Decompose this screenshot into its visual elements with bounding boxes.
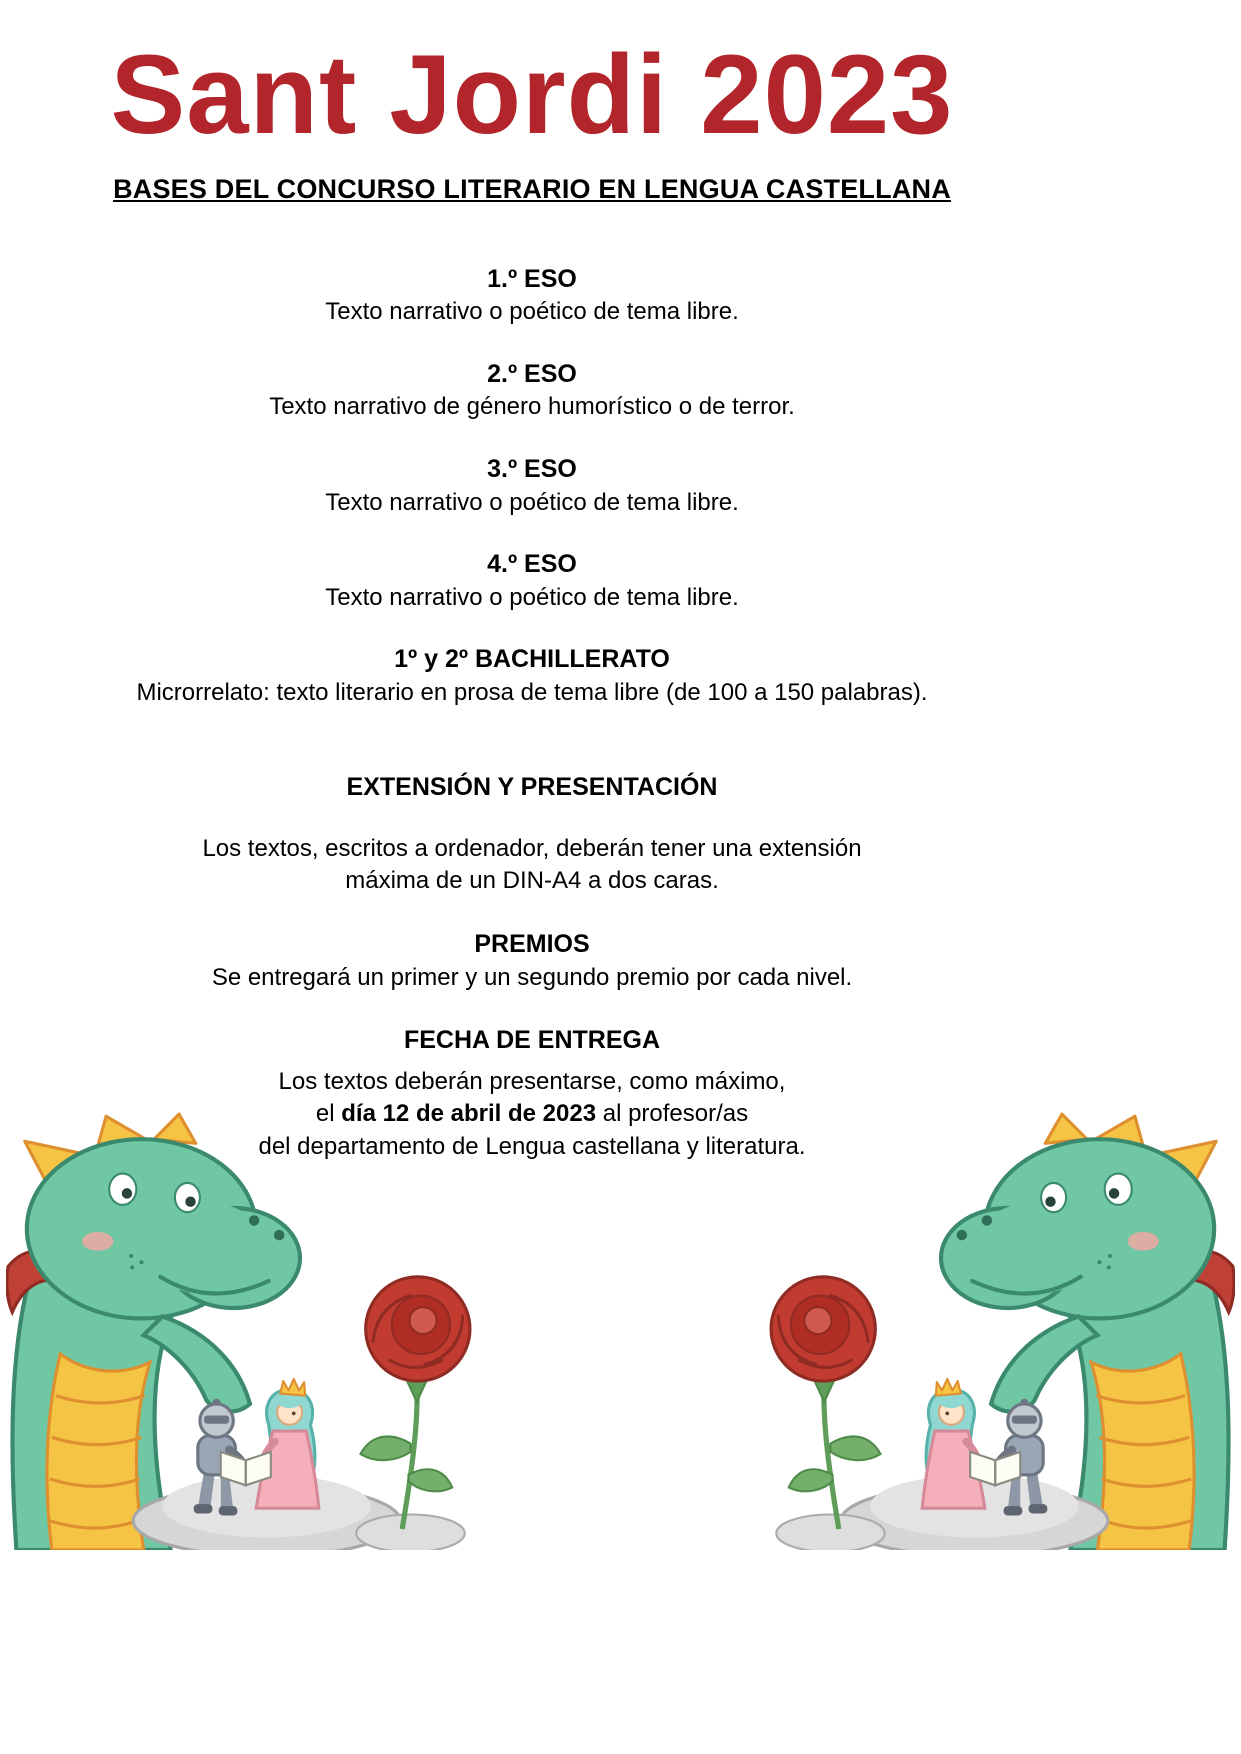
page-subtitle: BASES DEL CONCURSO LITERARIO EN LENGUA CASTELLANA: [113, 173, 951, 204]
level-section-3-eso: [0, 453, 1064, 519]
level-heading: 2.º ESO: [487, 359, 577, 388]
contest-levels: [0, 263, 1064, 710]
section-extension: [0, 771, 1064, 898]
deadline-prefix: el: [315, 1100, 342, 1128]
level-text: Texto narrativo o poético de tema libre.: [325, 488, 739, 516]
section-premios: [0, 928, 1064, 994]
section-heading: EXTENSIÓN Y PRESENTACIÓN: [346, 773, 718, 802]
level-text: Texto narrativo o poético de tema libre.: [325, 583, 739, 611]
level-heading: 1º y 2º BACHILLERATO: [394, 645, 670, 674]
section-text-line: del departamento de Lengua castellana y literatura.: [258, 1132, 806, 1160]
level-heading: 3.º ESO: [487, 454, 577, 483]
page-title: Sant Jordi 2023: [110, 32, 954, 157]
footer-illustrations: [0, 1112, 1241, 1554]
deadline-date: día 12 de abril de 2023: [341, 1100, 597, 1128]
section-text-line: máxima de un DIN-A4 a dos caras.: [345, 867, 719, 895]
section-heading: PREMIOS: [474, 929, 590, 958]
level-section-bachillerato: [0, 643, 1064, 709]
level-heading: 4.º ESO: [487, 550, 577, 579]
dragon-scene-right-illustration: [745, 1112, 1235, 1550]
section-text-line: Se entregará un primer y un segundo premio por cada nivel.: [211, 963, 853, 991]
level-heading: 1.º ESO: [487, 264, 577, 293]
deadline-suffix: al profesor/as: [596, 1100, 749, 1128]
section-text-line: Los textos deberán presentarse, como máximo,: [278, 1067, 786, 1095]
level-section-4-eso: [0, 548, 1064, 614]
section-heading: FECHA DE ENTREGA: [403, 1025, 661, 1054]
level-text: Texto narrativo o poético de tema libre.: [325, 298, 739, 326]
level-section-1-eso: [0, 263, 1064, 329]
level-text: Texto narrativo de género humorístico o de terror.: [269, 393, 795, 421]
level-text: Microrrelato: texto literario en prosa de tema libre (de 100 a 150 palabras).: [136, 678, 928, 706]
dragon-scene-left-illustration: [6, 1112, 496, 1550]
level-section-2-eso: [0, 358, 1064, 424]
section-text-line: Los textos, escritos a ordenador, deberán tener una extensión: [202, 835, 862, 863]
